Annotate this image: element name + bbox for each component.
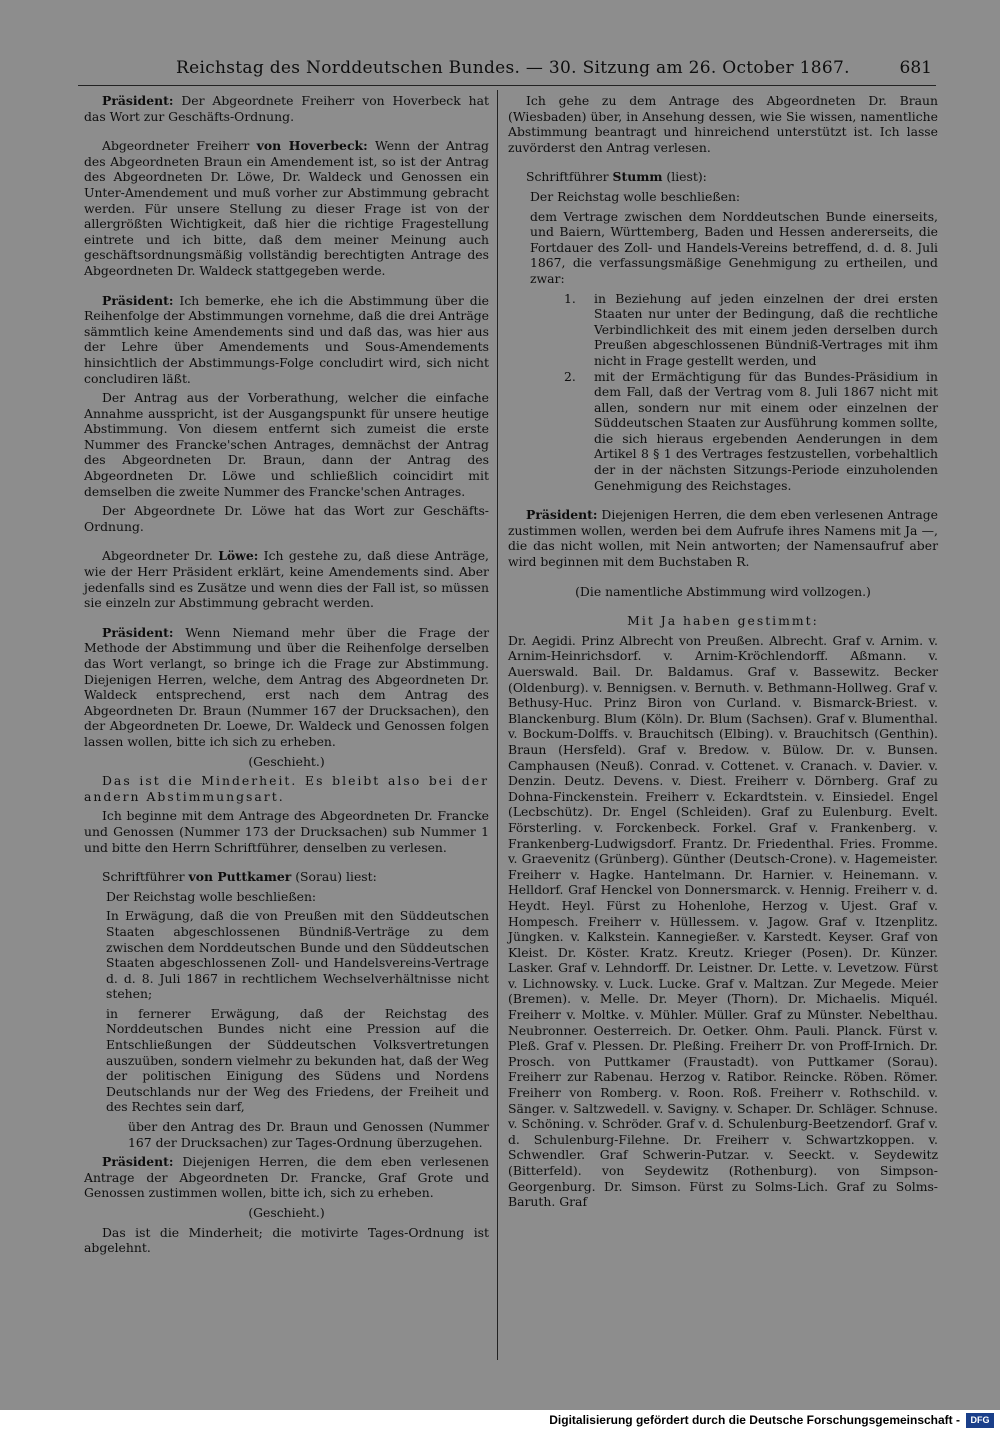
paragraph	[508, 507, 938, 569]
list-item	[508, 369, 938, 494]
column-divider	[497, 90, 498, 1360]
paragraph: Der Antrag aus der Vorberathung, welcher die einfache Annahme ausspricht, ist der Ausgangspunkt für unsere heutige Abstimmung. Von diesem entfernt sich zumeist die erste Nummer des Francke'schen Antrages, demnächst der Antrag des Abgeordneten Dr. Braun, dann der Antrag des Abgeordneten Dr. Löwe und schließlich coincidirt mit demselben die zweite Nummer des Francke'schen Antrages.	[84, 390, 489, 499]
speaker-label: von Hoverbeck:	[256, 138, 368, 154]
paragraph: Der Abgeordnete Dr. Löwe hat das Wort zur Geschäfts-Ordnung.	[84, 503, 489, 534]
item-text: in Beziehung auf jeden einzelnen der drei ersten Staaten nur unter der Bedingung, daß die rechtliche Verbindlichkeit des mit einem jeden derselben durch Preußen abgeschlossenen Bündniß-Vertrages mit ihm nicht in Frage gestellt werden, und	[594, 290, 938, 368]
paragraph-text: Ich bemerke, ehe ich die Abstimmung über die Reihenfolge der Abstimmungen vornehme, daß die drei Anträge sämmtlich keine Amendements sind und daß das, was hier aus der Lehre über Amendements und Sous-Amendements hinsichtlich der Abstimmungs-Folge concludirt wird, sich nicht concludiren läßt.	[84, 292, 489, 386]
paragraph	[84, 93, 489, 124]
motion-text: dem Vertrage zwischen dem Norddeutschen Bunde einerseits, und Baiern, Württemberg, Baden und Hessen andererseits, die Fortdauer des Zoll- und Handels-Vereins betreffend, d. d. 8. Juli 1867, die verfassungsmäßige Genehmigung zu ertheilen, und zwar:	[530, 208, 938, 286]
speaker-label: Stumm	[612, 169, 663, 185]
paragraph: Das ist die Minderheit; die motivirte Tages-Ordnung ist abgelehnt.	[84, 1224, 489, 1256]
speaker-prefix: Schriftführer	[526, 169, 609, 185]
speaker-label: Präsident:	[526, 507, 598, 523]
paragraph: Ich beginne mit dem Antrage des Abgeordneten Dr. Francke und Genossen (Nummer 173 der Drucksachen) sub Nummer 1 und bitte den Herrn Schriftführer, denselben zu verlesen.	[84, 808, 489, 855]
paragraph	[84, 869, 489, 885]
speaker-label: Löwe:	[218, 548, 259, 564]
paragraph	[84, 548, 489, 610]
paragraph-text: Der Abgeordnete Freiherr von Hoverbeck hat das Wort zur Geschäfts-Ordnung.	[84, 93, 489, 124]
vote-heading: Mit Ja haben gestimmt:	[627, 613, 819, 629]
paragraph-text: Diejenigen Herren, die dem eben verlesenen Antrage der Abgeordneten Dr. Francke, Graf Grote und Genossen zustimmen wollen, bitte ich, sich zu erheben.	[84, 1154, 489, 1201]
list-item	[508, 291, 938, 369]
speaker-label: von Puttkamer	[188, 869, 292, 885]
paragraph-text: Diejenigen Herren, die dem eben verlesenen Antrage zustimmen wollen, werden bei dem Aufrufe ihres Namens mit Ja —, die das nicht wollen, mit Nein antworten; der Namensaufruf aber wird beginnen mit dem Buchstaben R.	[508, 507, 938, 570]
item-number: 1.	[564, 290, 576, 306]
speaker-suffix: (liest):	[666, 169, 707, 185]
speaker-label: Präsident:	[102, 93, 174, 108]
speaker-prefix: Abgeordneter Freiherr	[102, 138, 250, 154]
stage-direction: (Die namentliche Abstimmung wird vollzogen.)	[575, 583, 871, 599]
paragraph-text: Wenn der Antrag des Abgeordneten Braun ein Amendement ist, so ist der Antrag des Abgeordneten Dr. Löwe, Dr. Waldeck und Genossen ein Unter-Amendement und muß vorher zur Abstimmung gebracht werden. Für unsere Stellung zu dieser Frage ist von der allergrößten Wichtigkeit, daß hier die richtige Fragestellung eintrete und ich bitte, daß dem meiner Meinung auch geschäftsordnungsmäßig vollständig berechtigten Antrage des Abgeordneten Dr. Waldeck stattgegeben werde.	[84, 138, 489, 278]
paragraph	[84, 138, 489, 278]
running-title: Reichstag des Norddeutschen Bundes. — 30. Sitzung am 26. October 1867.	[176, 58, 850, 78]
dfg-logo: DFG	[966, 1413, 994, 1428]
motion-text: in fernerer Erwägung, daß der Reichstag des Norddeutschen Bundes nicht eine Pression auf die Entschließungen der Süddeutschen Volksvertretungen auszuüben, sondern vielmehr zu bekunden hat, daß der Weg der politischen Einigung des Südens und Nordens Deutschlands nur der Weg des Friedens, der Freiheit und des Rechtes sein darf,	[106, 1005, 489, 1115]
item-number: 2.	[564, 368, 576, 384]
right-column	[508, 93, 938, 1210]
paragraph	[508, 169, 938, 185]
motion-intro: Der Reichstag wolle beschließen:	[106, 888, 317, 904]
funding-credit: Digitalisierung gefördert durch die Deutsche Forschungsgemeinschaft -	[549, 1413, 960, 1427]
paragraph	[84, 625, 489, 750]
paragraph-text: Ich gestehe zu, daß diese Anträge, wie der Herr Präsident erklärt, keine Amendements sind. Aber jedenfalls sind es Zusätze und wenn dies der Fall ist, so müssen sie einzeln zur Abstimmung gebracht werden.	[84, 548, 489, 611]
motion-text: über den Antrag des Dr. Braun und Genossen (Nummer 167 der Drucksachen) zur Tages-Ordnung überzugehen.	[128, 1119, 489, 1150]
motion-text: In Erwägung, daß die von Preußen mit den Süddeutschen Staaten abgeschlossenen Bündniß-Verträge zu dem zwischen dem Norddeutschen Bunde und den Süddeutschen Staaten abgeschlossenen Zoll- und Handelsvereins-Vertrage d. d. 8. Juli 1867 in rechtlichem Wechselverhältnisse nicht stehen;	[106, 908, 489, 1002]
page-number: 681	[899, 58, 932, 78]
item-text: mit der Ermächtigung für das Bundes-Präsidium in dem Fall, daß der Vertrag vom 8. Juli 1867 nicht mit allen, sondern nur mit einem oder einzelnen der Süddeutschen Staaten zur Ausführung kommen sollte, die sich hieraus ergebenden Aenderungen in dem Artikel 8 § 1 des Vertrages festzustellen, vorbehaltlich der in der nächsten Sitzungs-Periode einzuholenden Genehmigung des Reichstages.	[594, 368, 938, 493]
paragraph	[84, 293, 489, 387]
stage-direction: (Geschieht.)	[248, 753, 325, 769]
vote-name-list: Dr. Aegidi. Prinz Albrecht von Preußen. Albrecht. Graf v. Arnim. v. Arnim-Heinrichsdorf. v. Arnim-Kröchlendorff. Aßmann. v. Auerswald. Bail. Dr. Baldamus. Graf v. Bassewitz. Becker (Oldenburg). v. Bennigsen. v. Bernuth. v. Bethmann-Hollweg. Graf v. Bethusy-Huc. Prinz Biron von Curland. v. Bismarck-Briest. v. Blanckenburg. Blum (Köln). Dr. Blum (Sachsen). Graf v. Blumenthal. v. Bockum-Dolffs. v. Brauchitsch (Elbing). v. Brauchitsch (Genthin). Braun (Hersfeld). Graf v. Bredow. v. Bülow. Dr. v. Bunsen. Camphausen (Neuß). Conrad. v. Cottenet. v. Cranach. v. Davier. v. Denzin. Deutz. Devens. v. Diest. Freiherr v. Dörnberg. Graf zu Dohna-Finckenstein. Freiherr v. Eckardtstein. v. Einsiedel. Engel (Lecbschütz). Dr. Engel (Schleiden). Graf zu Eulenburg. Evelt. Försterling. v. Forckenbeck. Forkel. Graf v. Frankenberg. v. Frankenberg-Ludwigsdorf. Frantz. Dr. Friedenthal. Fries. Fromme. v. Graevenitz (Grünberg). Günther (Deutsch-Crone). v. Hagemeister. Freiherr v. Hagke. Hantelmann. Dr. Harnier. v. Heinemann. v. Helldorf. Graf Henckel von Donnersmarck. v. Hennig. Freiherr v. d. Heydt. Heyl. Fürst zu Hohenlohe, Herzog v. Ujest. Graf v. Hompesch. Freiherr v. Hüllessem. v. Jagow. Graf v. Itzenplitz. Jüngken. v. Kalkstein. Kannegießer. v. Karstedt. Keyser. Graf von Kleist. Dr. Köster. Kratz. Kreutz. Krieger (Posen). Dr. Künzer. Lasker. Graf v. Lehndorff. Dr. Leistner. Dr. Lette. v. Levetzow. Fürst v. Lichnowsky. v. Luck. Lucke. Graf v. Maltzan. Zur Megede. Meier (Bremen). v. Melle. Dr. Meyer (Thorn). Dr. Michaelis. Miquél. Freiherr v. Moltke. v. Mühler. Müller. Graf zu Münster. Nebelthau. Neubronner. Oesterreich. Dr. Oetker. Ohm. Pauli. Planck. Fürst v. Pleß. Graf v. Plessen. Dr. Pleßing. Freiherr Dr. von Proff-Irnich. Dr. Prosch. von Puttkamer (Fraustadt). von Puttkamer (Sorau). Freiherr zur Rabenau. Herzog v. Ratibor. Reincke. Röben. Römer. Freiherr von Romberg. v. Roon. Roß. Freiherr v. Rothschild. v. Sänger. v. Saltzwedell. v. Savigny. v. Schaper. Dr. Schläger. Schnuse. v. Schöning. v. Schröder. Graf v. d. Schulenburg-Beetzendorf. Graf v. d. Schulenburg-Filehne. Dr. Freiherr v. Schwartzkoppen. v. Schwendler. Graf Schwerin-Putzar. v. Seeckt. v. Seydewitz (Bitterfeld). von Seydewitz (Rothenburg). von Simpson-Georgenburg. Dr. Simson. Fürst zu Solms-Lich. Graf zu Solms-Baruth. Graf	[508, 632, 938, 1210]
page-header	[28, 58, 938, 84]
header-rule	[78, 85, 936, 86]
motion-conditions	[508, 291, 938, 494]
speaker-label: Präsident:	[102, 292, 174, 308]
paragraph-text: Wenn Niemand mehr über die Frage der Methode der Abstimmung und über die Reihenfolge derselben das Wort verlangt, so bringe ich die Frage zur Abstimmung. Diejenigen Herren, welche, dem Antrag des Abgeordneten Dr. Waldeck entsprechend, erst nach dem Antrag des Abgeordneten Dr. Braun (Nummer 167 der Drucksachen), den der Abgeordneten Dr. Loewe, Dr. Waldeck und Genossen folgen lassen wollen, bitte ich sich zu erheben.	[84, 624, 489, 749]
paragraph	[84, 1154, 489, 1201]
footer-bar	[0, 1410, 1000, 1432]
speaker-label: Präsident:	[102, 1154, 174, 1170]
left-column	[84, 93, 489, 1260]
paragraph: Das ist die Minderheit. Es bleibt also bei der andern Abstimmungsart.	[84, 773, 489, 804]
speaker-label: Präsident:	[102, 624, 174, 640]
paragraph: Ich gehe zu dem Antrage des Abgeordneten Dr. Braun (Wiesbaden) über, in Ansehung dessen, wie Sie wissen, namentliche Abstimmung beantragt und hinreichend unterstützt ist. Ich lasse zuvörderst den Antrag verlesen.	[508, 93, 938, 155]
speaker-suffix: (Sorau) liest:	[295, 869, 377, 885]
speaker-prefix: Abgeordneter Dr.	[102, 548, 213, 564]
speaker-prefix: Schriftführer	[102, 869, 185, 885]
motion-intro: Der Reichstag wolle beschließen:	[530, 188, 741, 204]
stage-direction: (Geschieht.)	[248, 1205, 325, 1220]
